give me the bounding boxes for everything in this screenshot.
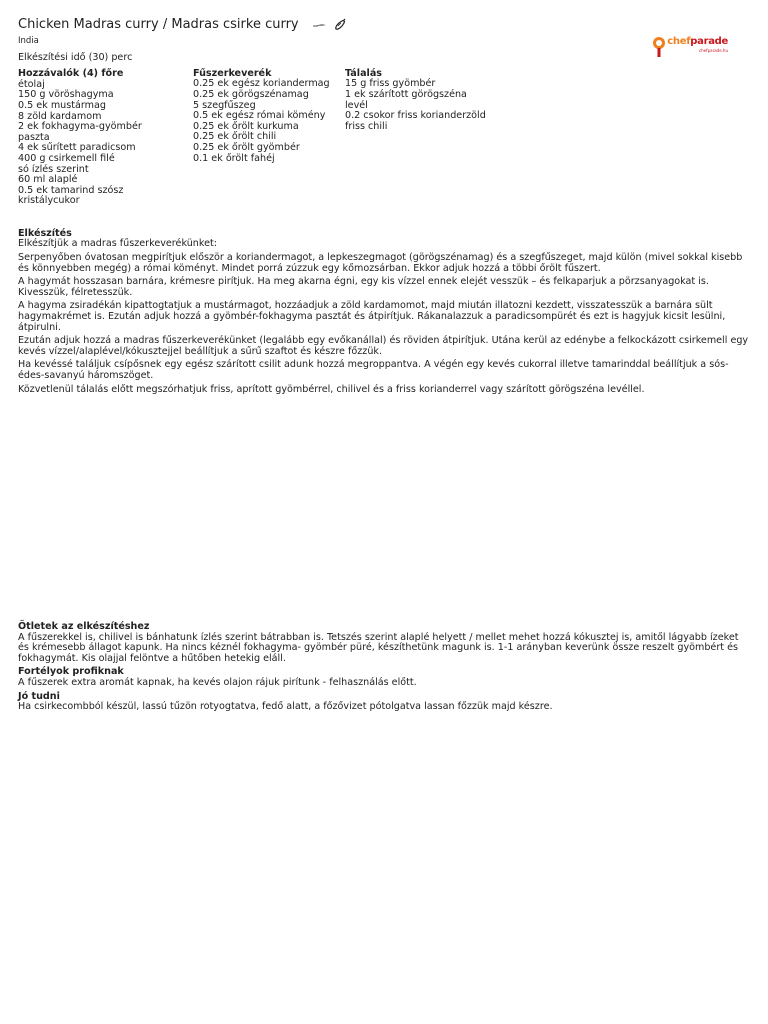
ingredient-item: étolaj (18, 78, 45, 90)
ingredients-title: Hozzávalók (4) főre (18, 68, 124, 80)
ideas-title: Ötletek az elkészítéshez (18, 621, 150, 632)
spice-item: 0.1 ek őrölt fahéj (193, 152, 275, 164)
ingredient-item: só ízlés szerint (18, 163, 89, 175)
method-paragraph: Serpenyőben óvatosan megpirítjuk először a koriandermagot, a lepkeszegmagot (görögszénamag) és a szegfűszeget, majd külön (mivel sokkal kisebb és könnyebben megég) a római köményt. Mindet porrá zúzzuk egy kőmozsárban. Ekkor adjuk hozzá a többi őrölt fűszert. (18, 251, 743, 274)
serving-item: friss chili (345, 120, 388, 132)
pepper-icon (333, 18, 347, 32)
spice-item: 0.25 ek őrölt chili (193, 131, 277, 143)
ingredients-list (18, 80, 168, 207)
title-icons (313, 18, 347, 32)
method-paragraph: A hagyma zsiradékán kipattogtatjuk a mustármagot, hozzáadjuk a zöld kardamomot, majd miután illatozni kezdett, visszatesszük a barnára sült hagymakrémet is. Ezután adjuk hozzá a gyömbér-fokhagyma pasztát és átpirítjuk. Rákanalazzuk a paradicsompürét és ezt is hagyjuk kicsit lesülni, átpirulni. (18, 300, 726, 333)
ideas-text: A fűszerekkel is, chilivel is bánhatunk ízlés szerint bátrabban is. Tetszés szerint alaplé helyett / mellet mehet hozzá kókusztej is, amitől lágyabb ízeket és krémesebb állagot kapunk. Ha nincs kéznél fokhagyma- gyömbér püré, készíthetünk magunk is. 1-1 arányban keverünk össze reszelt gyömbért és fokhagymát. Kis olajjal felöntve a hűtőben hetekig eláll. (18, 631, 739, 664)
ingredient-item: 8 zöld kardamom (18, 110, 102, 122)
method-title: Elkészítés (18, 227, 72, 239)
serving-item: levél (345, 99, 368, 111)
method-paragraph: Elkészítjük a madras fűszerkeverékünket: (18, 238, 217, 250)
method-paragraph: Ezután adjuk hozzá a madras fűszerkeverékünket (legalább egy evőkanállal) és röviden átpirítjuk. Utána kerül az edénybe a felkockázott csirkemell egy kevés vízzel/alaplével/kókusztejjel beállítjuk a sűrű szaftot és készre főzzük. (18, 335, 749, 357)
recipe-country: India (18, 36, 39, 46)
ingredient-item: 400 g csirkemell filé (18, 152, 115, 164)
spice-item: 0.5 ek egész római kömény (193, 110, 326, 122)
logo-chef: chef (667, 36, 691, 47)
ingredient-item: kristálycukor (18, 195, 80, 207)
logo-text-block (667, 36, 728, 53)
method-paragraph: Közvetlenül tálalás előtt megszórhatjuk friss, aprított gyömbérrel, chilivel és a friss korianderrel vagy szárított görögszéna levéllel. (18, 383, 645, 395)
method-paragraph: Ha kevéssé találjuk csípősnek egy egész szárított csilit adunk hozzá megroppantva. A végén egy kevés cukorral illetve tamarinddal beállítjuk a sós-édes-savanyú háromszöget. (18, 359, 729, 381)
ingredient-item: 150 g vöröshagyma (18, 89, 114, 101)
ingredient-item: 0.5 ek tamarind szósz (18, 184, 124, 196)
ingredient-item: 0.5 ek mustármag (18, 99, 106, 111)
serving-item: 0.2 csokor friss korianderzöld (345, 110, 486, 122)
logo-subtitle: chefparade.hu (698, 48, 728, 53)
ingredient-item: 2 ek fokhagyma-gyömbér (18, 121, 142, 133)
ingredient-item: 4 ek sűrített paradicsom (18, 142, 136, 154)
pro-tips-title: Fortélyok profiknak (18, 666, 124, 678)
serving-item: 15 g friss gyömbér (345, 78, 436, 90)
serving-list (345, 69, 505, 133)
chefparade-logo (651, 36, 728, 58)
recipe-title: Chicken Madras curry / Madras csirke curry (18, 17, 299, 32)
spice-item: 0.25 ek egész koriandermag (193, 78, 330, 90)
recipe-page (18, 16, 750, 398)
spice-mix-list (193, 69, 343, 164)
method-paragraph: A hagymát hosszasan barnára, krémesre pirítjuk. Ha meg akarna égni, egy kis vízzel ennek elejét vesszük – és felkaparjuk a pörzsanyagokat is. Kivesszük, félretesszük. (18, 276, 709, 298)
knife-icon (313, 21, 327, 29)
logo-wordmark (667, 36, 728, 48)
good-to-know-title: Jó tudni (18, 690, 60, 702)
spice-mix-title: Fűszerkeverék (193, 67, 272, 79)
pro-tips-text: A fűszerek extra aromát kapnak, ha kevés olajon rájuk pirítunk - felhasználás előtt. (18, 676, 417, 688)
title-row (18, 16, 750, 34)
spice-item: 0.25 ek őrölt kurkuma (193, 120, 299, 132)
spice-item: 0.25 ek őrölt gyömbér (193, 141, 300, 153)
spice-item: 5 szegfűszeg (193, 99, 256, 111)
method-section (18, 229, 750, 395)
tips-section (18, 619, 750, 713)
prep-time: Elkészítési idő (30) perc (18, 51, 133, 63)
ingredient-item: paszta (18, 131, 50, 143)
spice-item: 0.25 ek görögszénamag (193, 88, 309, 100)
serving-title: Tálalás (345, 67, 383, 79)
serving-item: 1 ek szárított görögszéna (345, 88, 467, 100)
ingredient-item: 60 ml alaplé (18, 174, 78, 186)
chef-hat-icon (651, 36, 667, 58)
good-to-know-text: Ha csirkecombból készül, lassú tűzön rotyogtatva, fedő alatt, a főzővizet pótolgatva lassan főzzük majd készre. (18, 701, 553, 713)
logo-parade: parade (690, 36, 728, 47)
